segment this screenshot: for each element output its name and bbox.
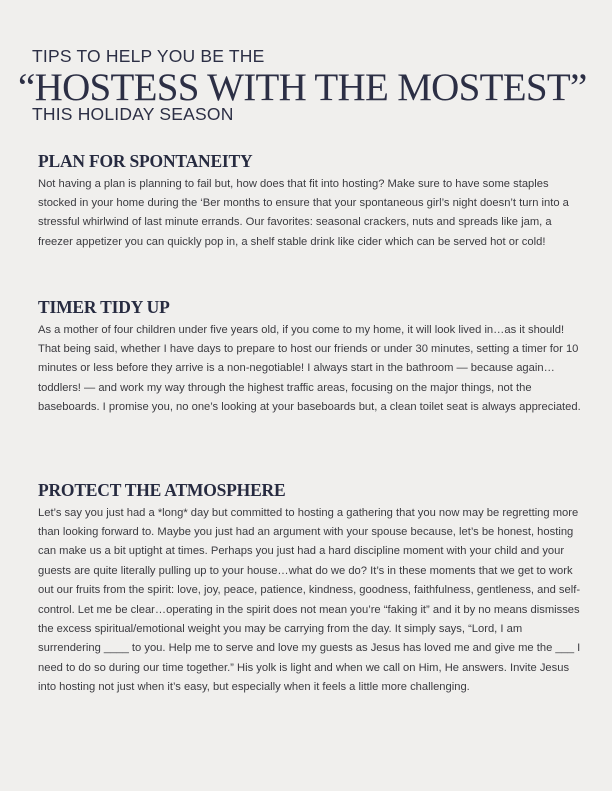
section-heading: TIMER TIDY UP [38, 297, 170, 317]
header-kicker-bottom: THIS HOLIDAY SEASON [32, 104, 234, 124]
section-body: Not having a plan is planning to fail but, how does that fit into hosting? Make sure to have some staples stocked in your home during the ‘Ber months to ensure that your spontaneous girl’s night doesn’t turn into a stressful whirlwind of last minute errands. Our favorites: seasonal crackers, nuts and spreads like jam, a freezer appetizer you can quickly pop in, a shelf stable drink like cider which can be served hot or cold! [38, 177, 569, 248]
section-body: Let’s say you just had a *long* day but committed to hosting a gathering that you now may be regretting more than looking forward to. Maybe you just had an argument with your spouse because, let’s be honest, hosting can make us a bit uptight at times. Perhaps you just had a hard discipline moment with your child and your guests are quite literally pulling up to your house…what do we do? It’s in these moments that we get to work out our fruits from the spirit: love, joy, peace, patience, kindness, goodness, faithfulness, gentleness, and self-control. Let me be clear…operating in the spirit does not mean you’re “faking it” and it by no means dismisses the excess spiritual/emotional weight you may be carrying from the day. It simply says, “Lord, I am surrendering ____ to you. Help me to serve and love my guests as Jesus has loved me and give me the ___ I need to do so during our time together.” His yolk is light and when we call on Him, He answers. Invite Jesus into hosting not just when it’s easy, but especially when it feels a little more challenging. [38, 506, 581, 694]
section-timer-tidy-up [38, 299, 583, 418]
section-plan-for-spontaneity [38, 153, 583, 252]
page-title: “HOSTESS WITH THE MOSTEST” [18, 66, 587, 109]
section-heading: PROTECT THE ATMOSPHERE [38, 480, 286, 500]
header-kicker-top: TIPS TO HELP YOU BE THE [32, 46, 265, 66]
section-protect-the-atmosphere [38, 482, 583, 698]
section-body: As a mother of four children under five years old, if you come to my home, it will look lived in…as it should! That being said, whether I have days to prepare to host our friends or under 30 minutes, setting a timer for 10 minutes or less before they arrive is a non-negotiable! I always start in the bathroom — because again…toddlers! — and work my way through the highest traffic areas, focusing on the major things, not the baseboards. I promise you, no one’s looking at your baseboards but, a clean toilet seat is always appreciated. [38, 323, 581, 414]
section-heading: PLAN FOR SPONTANEITY [38, 151, 253, 171]
